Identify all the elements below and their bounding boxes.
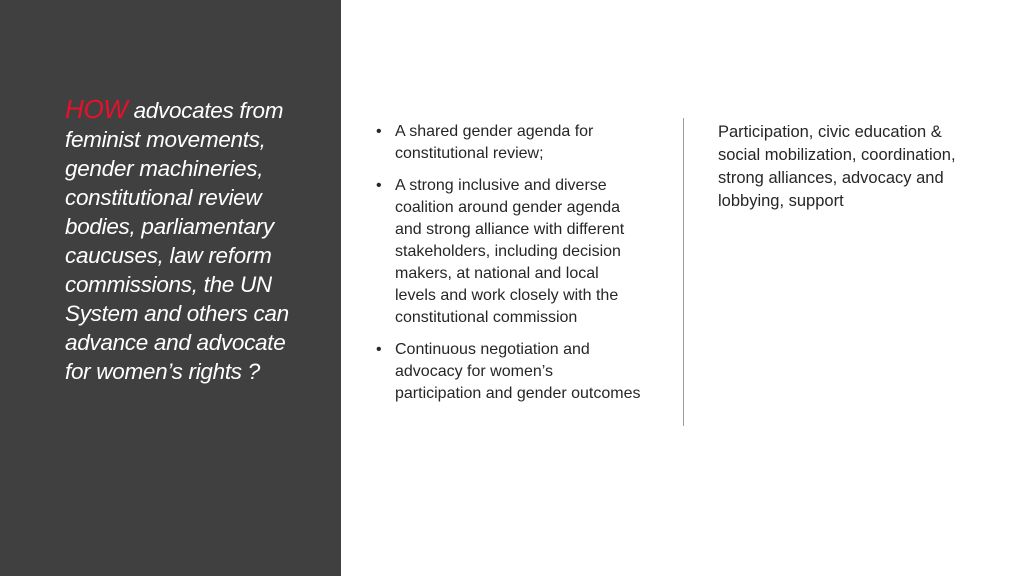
slide-title — [65, 95, 305, 386]
bullet-list — [376, 121, 642, 415]
bullet-item — [376, 339, 642, 405]
title-accent: HOW — [65, 94, 128, 124]
title-panel — [0, 0, 341, 576]
bullet-text: A shared gender agenda for constitutional review; — [395, 123, 594, 162]
bullet-marker: • — [376, 177, 382, 194]
bullet-text: Continuous negotiation and advocacy for women’s participation and gender outcomes — [395, 341, 641, 402]
bullet-marker: • — [376, 341, 382, 358]
title-rest: advocates from feminist movements, gender machineries, constitutional review bodies, parliamentary caucuses, law reform commissions, the UN System and others can advance and advocate for women’s rights ? — [65, 98, 289, 384]
bullet-marker: • — [376, 123, 382, 140]
bullet-item — [376, 175, 642, 329]
right-column-text: Participation, civic education & social mobilization, coordination, strong alliances, advocacy and lobbying, support — [718, 123, 956, 210]
bullet-text: A strong inclusive and diverse coalition around gender agenda and strong alliance with different stakeholders, including decision makers, at national and local levels and work closely with the constitutional commission — [395, 177, 625, 326]
bullet-item — [376, 121, 642, 165]
column-divider — [683, 118, 684, 426]
